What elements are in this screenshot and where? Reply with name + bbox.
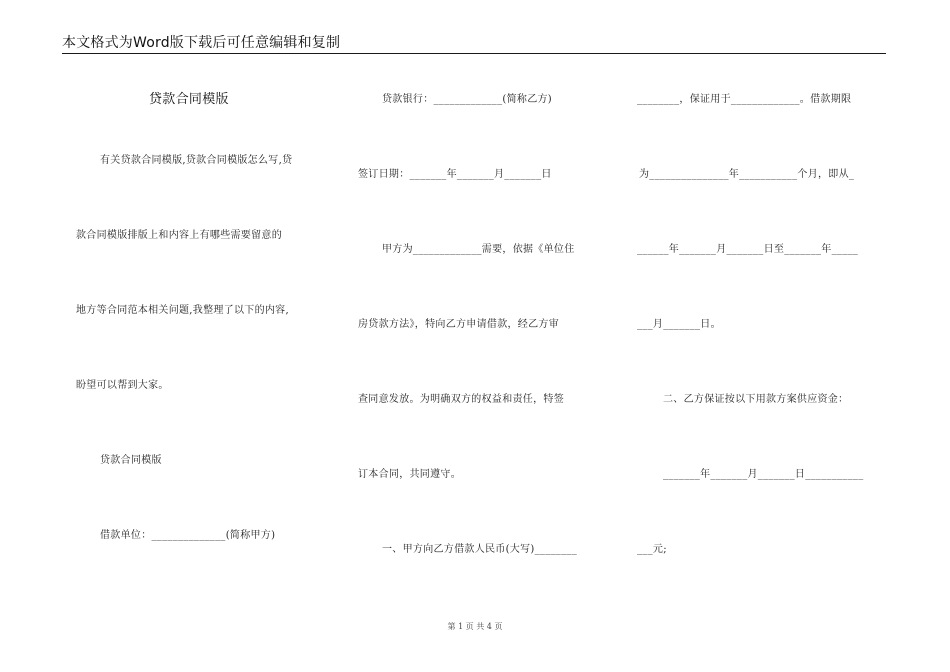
body-line: 订本合同，共同遵守。 <box>358 469 461 480</box>
text-column-1 <box>76 0 342 672</box>
body-line: ___元; <box>637 544 667 555</box>
section-heading: 贷款合同模版 <box>100 455 162 466</box>
document-title: 贷款合同模版 <box>149 92 229 107</box>
text-column-2 <box>358 0 613 672</box>
body-line: 签订日期：_______年_______月_______日 <box>358 169 552 180</box>
body-line: ______年_______月_______日至_______年_____ <box>637 244 859 255</box>
body-line: 房贷款方法》，特向乙方申请借款，经乙方审 <box>358 319 559 330</box>
text-column-3 <box>637 0 887 672</box>
page-footer: 第 1 页 共 4 页 <box>447 622 503 631</box>
body-line: 款合同模版排版上和内容上有哪些需要留意的 <box>76 230 282 241</box>
body-line: ___月_______日。 <box>637 319 721 330</box>
body-line: _______年_______月_______日___________ <box>663 469 864 480</box>
body-line: 盼望可以帮到大家。 <box>76 380 169 391</box>
body-line: 为_______________年___________个月，即从_ <box>639 169 855 180</box>
body-line: 有关贷款合同模版,贷款合同模版怎么写,贷 <box>100 155 293 166</box>
body-line: 借款单位：______________(简称甲方) <box>100 530 276 541</box>
body-line: ________，保证用于_____________。借款期限 <box>637 94 852 105</box>
body-line: 查同意发放。为明确双方的权益和责任，特签 <box>358 394 564 405</box>
section-heading: 二、乙方保证按以下用款方案供应资金： <box>663 394 849 405</box>
body-line: 一、甲方向乙方借款人民币(大写)________ <box>382 544 578 555</box>
body-line: 甲方为_____________需要，依据《单位住 <box>382 244 575 255</box>
body-line: 地方等合同范本相关问题,我整理了以下的内容, <box>76 305 289 316</box>
header-title: 本文格式为Word版下载后可任意编辑和复制 <box>62 35 341 51</box>
body-line: 贷款银行：_____________(简称乙方) <box>382 94 553 105</box>
